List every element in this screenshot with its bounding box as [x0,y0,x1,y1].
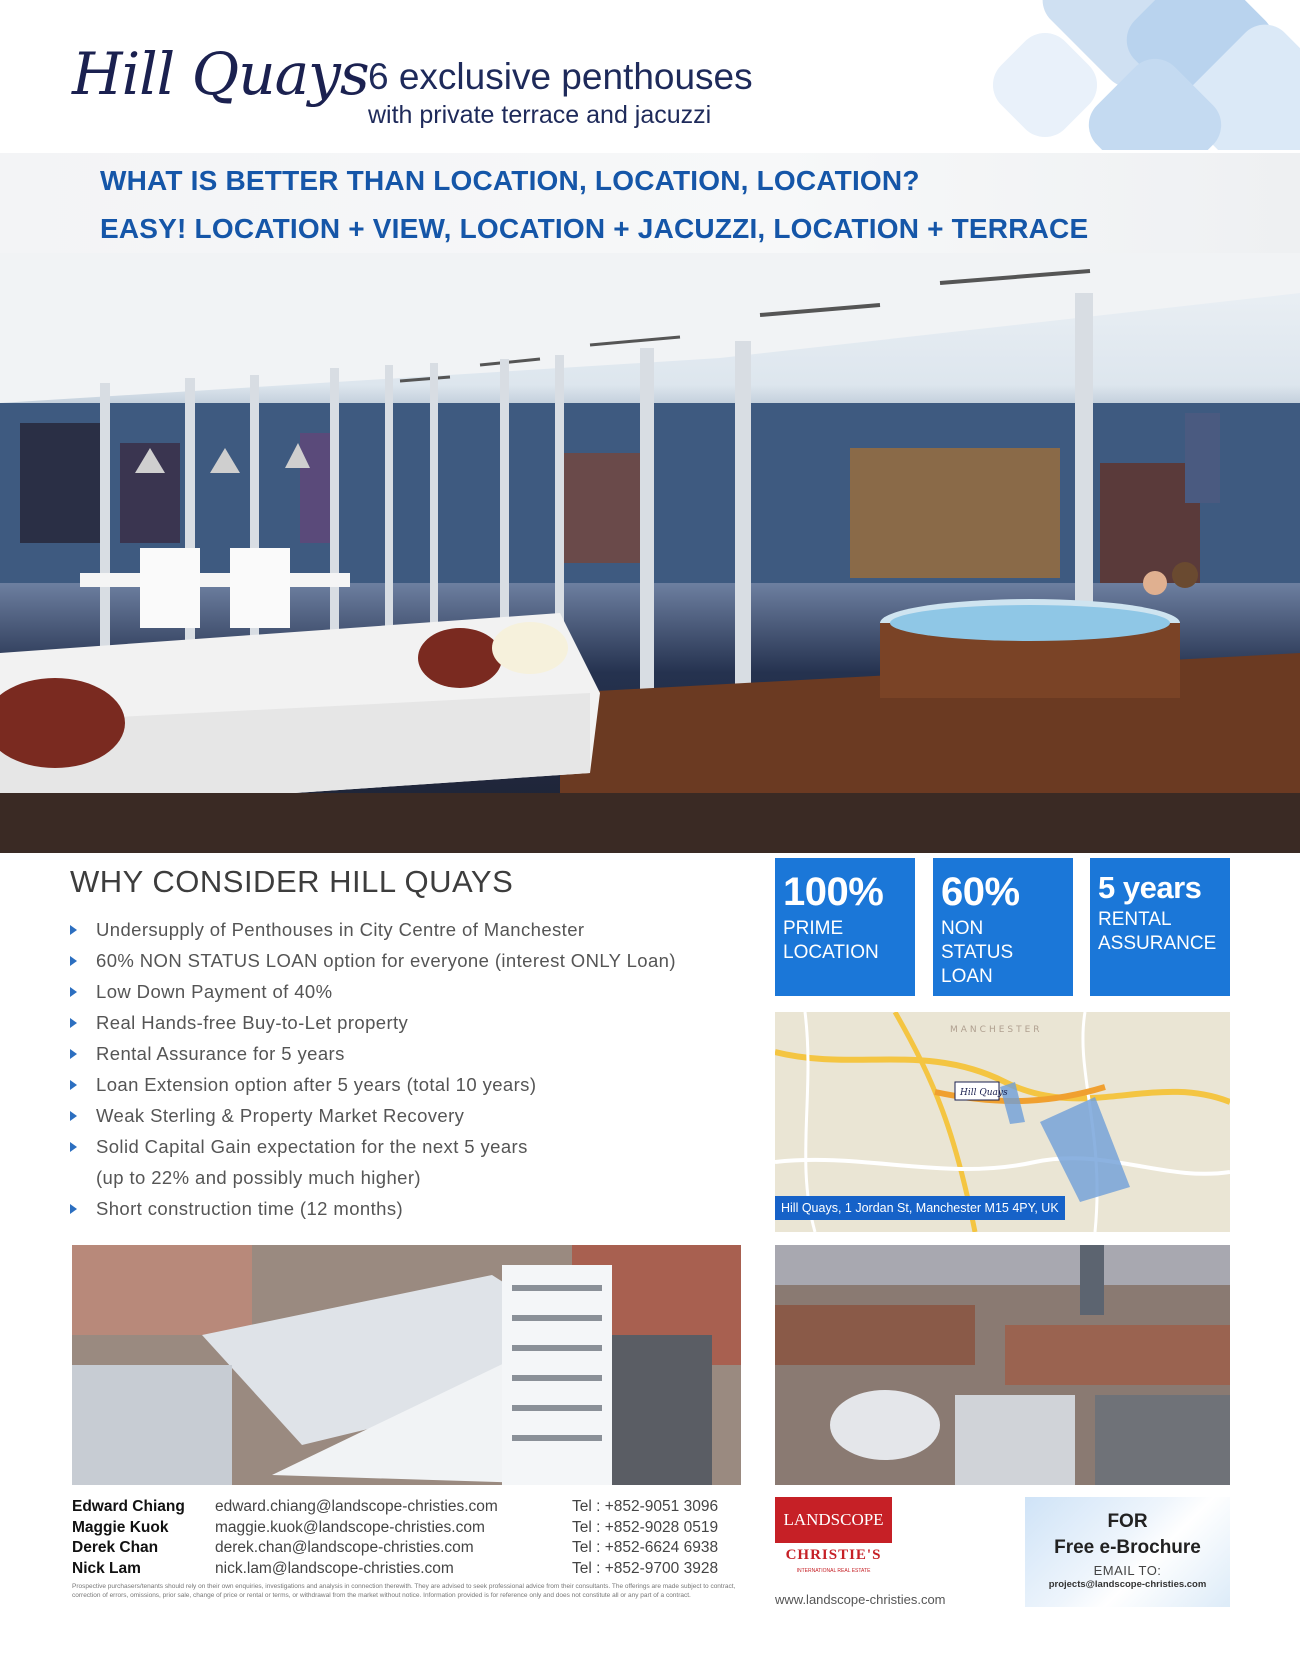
stat-prime-location [775,858,915,996]
list-item: Real Hands-free Buy-to-Let property [70,1007,760,1038]
brochure-request-box[interactable] [1025,1497,1230,1607]
contact-email-link[interactable]: nick.lam@landscope-christies.com [215,1559,454,1577]
header-decoration [940,0,1300,150]
list-item: Low Down Payment of 40% [70,976,760,1007]
stat-non-status-loan [933,858,1073,996]
contact-name: Derek Chan [72,1539,159,1556]
list-item: Weak Sterling & Property Market Recovery [70,1100,760,1131]
landscope-christies-logo [775,1497,892,1604]
bullet-arrow-icon [70,1080,77,1090]
headline-line-2: EASY! LOCATION + VIEW, LOCATION + JACUZZI, LOCATION + TERRACE [100,213,1089,244]
brochure-for-label: FOR [1107,1511,1148,1532]
bullet-arrow-icon [70,1111,77,1121]
stat-value: 5 years [1098,870,1202,905]
stat-rental-assurance [1090,858,1230,996]
bullet-arrow-icon [70,1049,77,1059]
list-item-continuation: (up to 22% and possibly much higher) [96,1167,421,1188]
list-item: Short construction time (12 months) [70,1193,760,1224]
contact-name: Edward Chiang [72,1498,185,1515]
contact-phones [572,1497,718,1579]
tagline-main: 6 exclusive penthouses [368,56,753,97]
list-item: Loan Extension option after 5 years (total 10 years) [70,1069,760,1100]
contact-emails [215,1497,498,1579]
brochure-email-label: EMAIL TO: [1093,1563,1162,1578]
list-item: Solid Capital Gain expectation for the next 5 years [70,1131,760,1162]
landscope-logo: LANDSCOPE [775,1497,892,1543]
hill-quays-logo: Hill Quays [72,40,369,108]
location-map [775,1012,1230,1232]
contact-phone: Tel : +852-9051 3096 [572,1498,719,1515]
brochure-title: Free e-Brochure [1054,1537,1201,1558]
brochure-email-link[interactable]: projects@landscope-christies.com [1048,1579,1207,1590]
aerial-building-photo [72,1245,741,1485]
stat-value: 60% [941,870,1020,914]
legal-disclaimer: Prospective purchasers/tenants should rely on their own enquiries, investigations and analysis in connection therewith. They are advised to seek professional advice from their consultants. The offerings are made subject to contract, correction of errors, omissions, prior sale, change of price or rental or terms, or withdrawal from the market without notice. Information provided is for reference only and does not constitute all or any part of a contract. [72,1583,736,1599]
penthouse-hero-image [0,253,1300,853]
christies-logo: CHRISTIE'S [785,1547,882,1563]
contact-email-link[interactable]: edward.chiang@landscope-christies.com [215,1498,498,1515]
svg-text:MANCHESTER: MANCHESTER [950,1025,1043,1035]
contact-phone: Tel : +852-6624 6938 [572,1539,719,1556]
contact-name: Nick Lam [72,1559,141,1577]
list-item: Rental Assurance for 5 years [70,1038,760,1069]
contact-phone: Tel : +852-9700 3928 [572,1559,719,1577]
christies-subtitle: INTERNATIONAL REAL ESTATE [796,1568,871,1574]
bullet-arrow-icon [70,925,77,935]
bullet-arrow-icon [70,1204,77,1214]
stat-label: RENTAL ASSURANCE [1098,909,1217,954]
tagline-sub: with private terrace and jacuzzi [368,101,712,129]
list-item: 60% NON STATUS LOAN option for everyone (interest ONLY Loan) [70,945,760,976]
stat-label: NON STATUS LOAN [941,918,1014,987]
benefits-list [70,914,760,1224]
svg-text:Hill Quays: Hill Quays [960,1088,1008,1098]
contact-email-link[interactable]: maggie.kuok@landscope-christies.com [215,1518,485,1536]
contact-name: Maggie Kuok [72,1518,169,1536]
bullet-arrow-icon [70,1018,77,1028]
why-consider-title: WHY CONSIDER HILL QUAYS [70,864,514,899]
bullet-arrow-icon [70,987,77,997]
headline-line-1: WHAT IS BETTER THAN LOCATION, LOCATION, LOCATION? [100,165,920,196]
bullet-arrow-icon [70,956,77,966]
map-address-label: Hill Quays, 1 Jordan St, Manchester M15 4PY, UK [775,1196,1065,1220]
list-item: Undersupply of Penthouses in City Centre of Manchester [70,914,760,945]
aerial-city-photo [775,1245,1230,1485]
contact-phone: Tel : +852-9028 0519 [572,1518,719,1536]
contact-names [72,1497,185,1579]
contact-email-link[interactable]: derek.chan@landscope-christies.com [215,1539,474,1556]
website-link[interactable]: www.landscope-christies.com [775,1592,946,1607]
stat-label: PRIME LOCATION [783,918,879,963]
bullet-arrow-icon [70,1142,77,1152]
stat-value: 100% [783,870,884,914]
